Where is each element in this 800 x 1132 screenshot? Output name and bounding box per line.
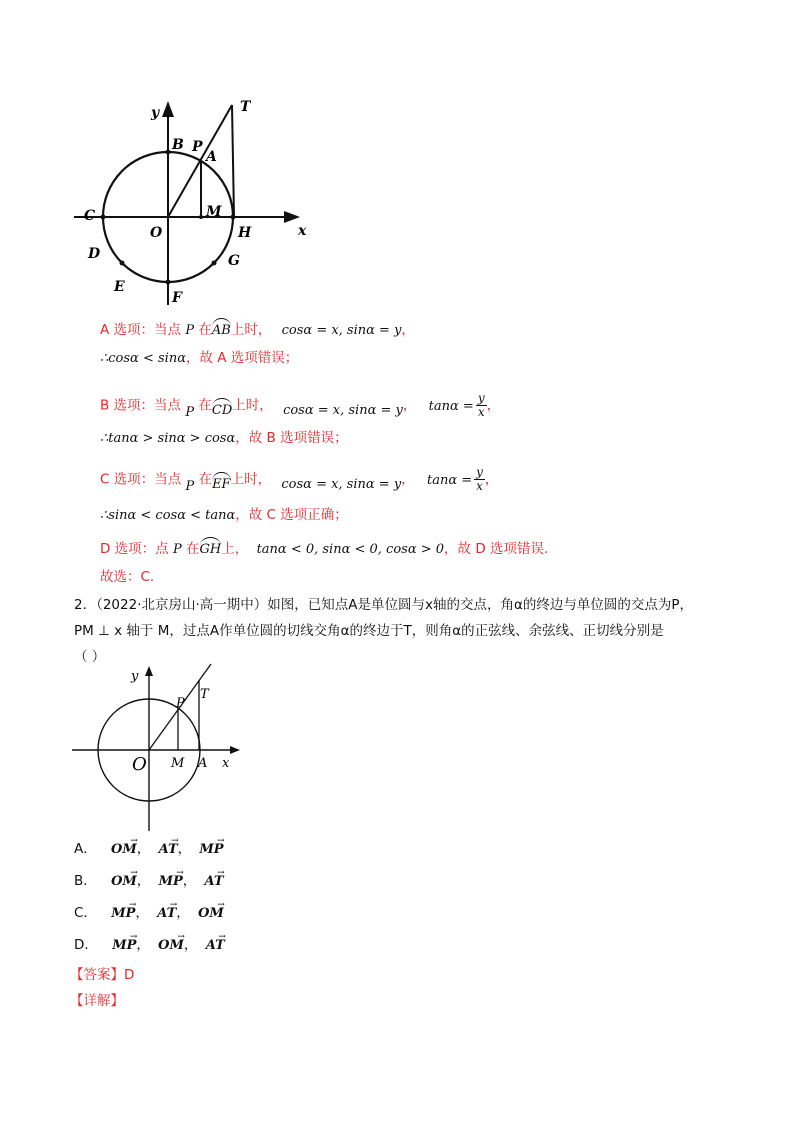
fig1-label-x: x — [298, 223, 307, 239]
option-c-sep2: ， — [176, 905, 190, 921]
option-d[interactable] — [74, 936, 225, 955]
option-d-vec3: AT → — [206, 937, 225, 955]
option-a-vec3: MP → — [199, 841, 223, 859]
solution-a-comma: ， — [401, 322, 415, 338]
fig2-label-p: P — [176, 696, 185, 711]
solution-c-suffix: 上时， — [230, 471, 272, 488]
fig1-label-o: O — [150, 225, 163, 241]
solution-b-conc-text: ，故 B 选项错误； — [235, 430, 348, 446]
option-d-sep1: ， — [136, 937, 150, 953]
solution-c-frac: $\frac{y}{x}$ — [476, 465, 483, 493]
solution-a-prefix: A 选项：当点 — [100, 322, 182, 338]
solution-c-conc-text: ，故 C 选项正确； — [235, 507, 348, 523]
fig2-label-t: T — [200, 687, 209, 702]
solution-a-suffix: 上时， — [230, 322, 272, 338]
fig1-label-t: T — [240, 99, 251, 115]
solution-b-conc-math: ∴tanα > sinα > cosα — [100, 431, 236, 446]
solution-b-conclusion — [100, 429, 348, 448]
question-line-2: PM ⊥ x 轴于 M，过点A作单位圆的切线交角α的终边于T，则角α的正弦线、余弦线、正切线分别是 — [74, 623, 664, 639]
figure-1-unit-circle — [60, 95, 320, 310]
solution-b-tan: tanα = — [428, 398, 474, 414]
solution-b-suffix: 上时， — [232, 397, 273, 414]
option-d-vec2: OM → — [158, 937, 184, 955]
option-a[interactable] — [74, 840, 224, 859]
answer-label: 【答案】 — [70, 967, 124, 983]
fig1-label-g: G — [228, 253, 240, 269]
option-c-vec3: OM → — [198, 905, 224, 923]
solution-a-line — [100, 318, 415, 340]
solution-b-comma2: ， — [486, 397, 501, 414]
solution-d-point: P — [172, 542, 182, 557]
option-a-sep2: ， — [177, 841, 192, 857]
solution-b-arc: CD — [212, 398, 232, 420]
fig2-label-o: O — [132, 754, 147, 775]
option-d-vec1: MP → — [112, 937, 136, 955]
solution-a-conc-text: ，故 A 选项错误； — [185, 350, 299, 366]
option-b-vec3: AT → — [205, 873, 224, 891]
solution-b-mid: 在 — [198, 397, 212, 414]
solution-a-mid: 在 — [198, 322, 212, 338]
option-b-sep2: ， — [182, 873, 197, 889]
option-c-letter: C． — [74, 905, 97, 921]
fig2-label-m: M — [171, 756, 185, 771]
fig1-label-f: F — [172, 290, 182, 306]
solution-d-line — [100, 537, 548, 559]
solution-a-conc-math: ∴cosα < sinα — [100, 351, 186, 366]
fig1-label-h: H — [238, 225, 252, 241]
fig1-label-m: M — [206, 204, 222, 220]
option-c-sep1: ， — [135, 905, 149, 921]
option-a-sep1: ， — [136, 841, 151, 857]
option-a-letter: A． — [74, 841, 97, 857]
solution-c-prefix: C 选项：当点 — [100, 471, 182, 488]
fig2-label-y: y — [131, 669, 139, 684]
answer-line — [70, 966, 134, 984]
option-b-letter: B． — [74, 873, 97, 889]
solution-c-conc-math: ∴sinα < cosα < tanα — [100, 508, 236, 523]
option-b-sep1: ， — [136, 873, 151, 889]
option-a-vec1: OM → — [111, 841, 137, 859]
solution-c-point: P — [185, 478, 195, 494]
fig2-label-a: A — [198, 756, 208, 771]
option-b[interactable] — [74, 872, 224, 891]
solution-b-prefix: B 选项：当点 — [100, 397, 182, 414]
fig2-label-x: x — [222, 756, 230, 771]
option-c[interactable] — [74, 904, 224, 923]
solution-b-math: cosα = x, sinα = y — [283, 402, 403, 418]
solution-c-mid: 在 — [198, 471, 213, 488]
option-d-letter: D． — [74, 937, 98, 953]
solution-d-prefix: D 选项：点 — [100, 541, 169, 557]
fig1-label-y: y — [151, 105, 160, 121]
solution-c-math: cosα = x, sinα = y — [281, 476, 402, 492]
answer-value: D — [124, 967, 135, 983]
fig1-label-d: D — [88, 246, 101, 262]
solution-choose: 故选：C. — [100, 569, 155, 585]
solution-c-comma: ， — [401, 471, 415, 488]
solution-d-math: tanα < 0, sinα < 0, cosα > 0 — [256, 542, 445, 557]
solution-b-line — [100, 392, 500, 419]
fig1-label-a: A — [206, 149, 217, 165]
solution-c-conclusion — [100, 506, 348, 525]
solution-a-conclusion — [100, 349, 298, 368]
solution-c-line — [100, 466, 498, 493]
figure-2-unit-circle — [70, 660, 240, 832]
option-b-vec1: OM → — [111, 873, 137, 891]
question-line-1: 2．（2022·北京房山·高一期中）如图，已知点A是单位圆与x轴的交点，角α的终边与单位圆的交点为P， — [74, 597, 694, 613]
solution-c-comma2: ， — [484, 471, 499, 488]
solution-c-arc: EF — [212, 472, 231, 494]
solution-b-point: P — [185, 404, 195, 420]
solution-a-arc: AB — [212, 318, 231, 340]
fig1-label-p: P — [192, 139, 203, 155]
solution-b-comma: ， — [402, 397, 417, 414]
explain-label: 【详解】 — [70, 993, 124, 1009]
fig1-label-e: E — [114, 279, 125, 295]
solution-d-mid: 在 — [186, 541, 200, 557]
fig1-label-c: C — [84, 208, 96, 224]
option-a-vec2: AT → — [159, 841, 178, 859]
option-b-vec2: MP → — [159, 873, 183, 891]
solution-a-math: cosα = x, sinα = y — [281, 323, 402, 338]
solution-b-frac: $\frac{y}{x}$ — [477, 391, 485, 419]
question-line-3: （ ） — [74, 649, 106, 665]
solution-d-text: ，故 D 选项错误. — [444, 541, 549, 557]
solution-a-point: P — [185, 323, 195, 338]
fig1-label-b: B — [172, 137, 184, 153]
option-c-vec2: AT → — [157, 905, 176, 923]
solution-d-suffix: 上， — [221, 541, 249, 557]
option-c-vec1: MP → — [111, 905, 135, 923]
solution-c-tan: tanα = — [426, 472, 473, 488]
option-d-sep2: ， — [183, 937, 198, 953]
solution-d-arc: GH — [200, 537, 222, 559]
